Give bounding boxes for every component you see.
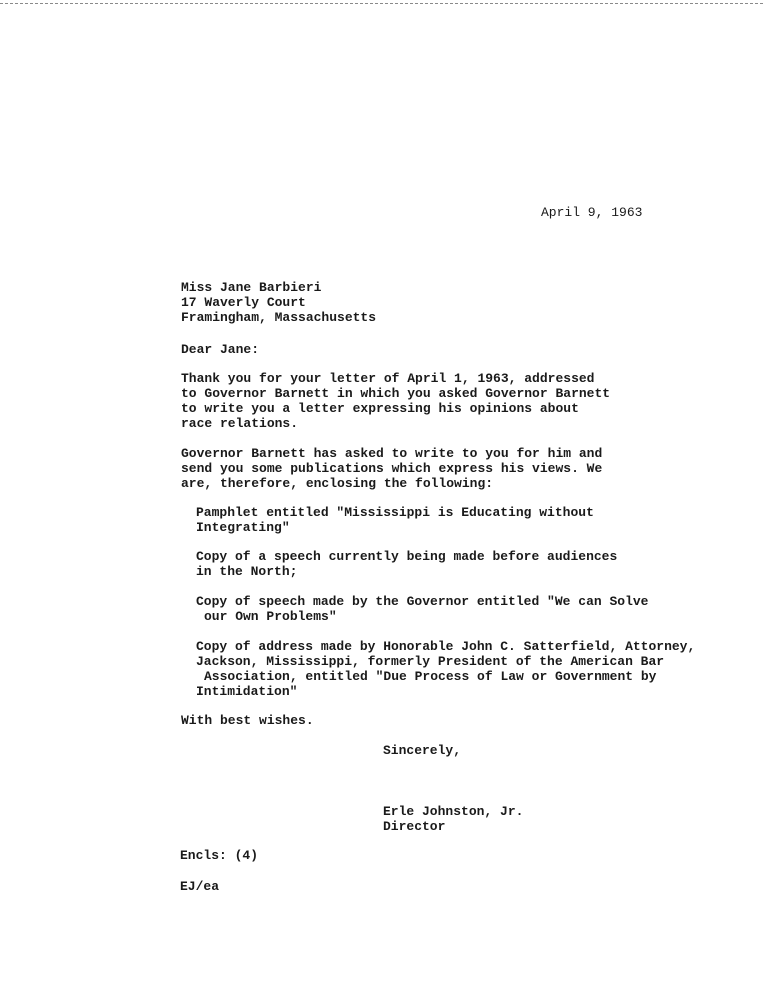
- salutation: [181, 342, 259, 357]
- complimentary-close: [383, 743, 461, 758]
- enclosure-line: Jackson, Mississippi, formerly President of the American Bar: [196, 654, 665, 669]
- enclosure-item-speech: [196, 549, 617, 579]
- closing-wish-text: With best wishes.: [181, 713, 314, 728]
- paragraph-line: race relations.: [181, 416, 299, 431]
- salutation-text: Dear Jane:: [181, 342, 260, 357]
- signer-title: Director: [383, 819, 446, 834]
- enclosure-item-pamphlet: [196, 505, 594, 535]
- scan-top-edge: [0, 3, 763, 4]
- recipient-name: Miss Jane Barbieri: [181, 280, 322, 295]
- reference-initials: [180, 879, 219, 894]
- enclosure-line: Copy of a speech currently being made before audiences: [196, 549, 618, 564]
- paragraph-1: [181, 371, 610, 431]
- paragraph-line: send you some publications which express his views. We: [181, 461, 603, 476]
- enclosure-line: Integrating": [196, 520, 290, 535]
- enclosure-item-governor-speech: [196, 594, 648, 624]
- paragraph-line: Governor Barnett has asked to write to you for him and: [181, 446, 603, 461]
- recipient-street: 17 Waverly Court: [181, 295, 306, 310]
- enclosure-count: [180, 848, 258, 863]
- letter-date: [541, 205, 642, 220]
- paragraph-line: to Governor Barnett in which you asked Governor Barnett: [181, 386, 611, 401]
- enclosure-line: our Own Problems": [204, 609, 337, 624]
- signature-block: [383, 804, 523, 834]
- signer-name: Erle Johnston, Jr.: [383, 804, 524, 819]
- enclosure-line: Intimidation": [196, 684, 298, 699]
- enclosure-count-text: Encls: (4): [180, 848, 259, 863]
- closing-wish: [181, 713, 314, 728]
- reference-initials-text: EJ/ea: [180, 879, 220, 894]
- recipient-city: Framingham, Massachusetts: [181, 310, 377, 325]
- paragraph-line: to write you a letter expressing his opinions about: [181, 401, 579, 416]
- enclosure-line: in the North;: [196, 564, 298, 579]
- enclosure-line: Pamphlet entitled "Mississippi is Educating without: [196, 505, 594, 520]
- paragraph-2: [181, 446, 602, 491]
- enclosure-line: Copy of address made by Honorable John C. Satterfield, Attorney,: [196, 639, 696, 654]
- enclosure-line: Association, entitled "Due Process of Law or Government by: [204, 669, 657, 684]
- recipient-address: [181, 280, 376, 325]
- closing-text: Sincerely,: [383, 743, 462, 758]
- date-text: April 9, 1963: [541, 205, 643, 220]
- enclosure-item-address: [196, 639, 695, 699]
- paragraph-line: Thank you for your letter of April 1, 1963, addressed: [181, 371, 595, 386]
- paragraph-line: are, therefore, enclosing the following:: [181, 476, 494, 491]
- enclosure-line: Copy of speech made by the Governor entitled "We can Solve: [196, 594, 649, 609]
